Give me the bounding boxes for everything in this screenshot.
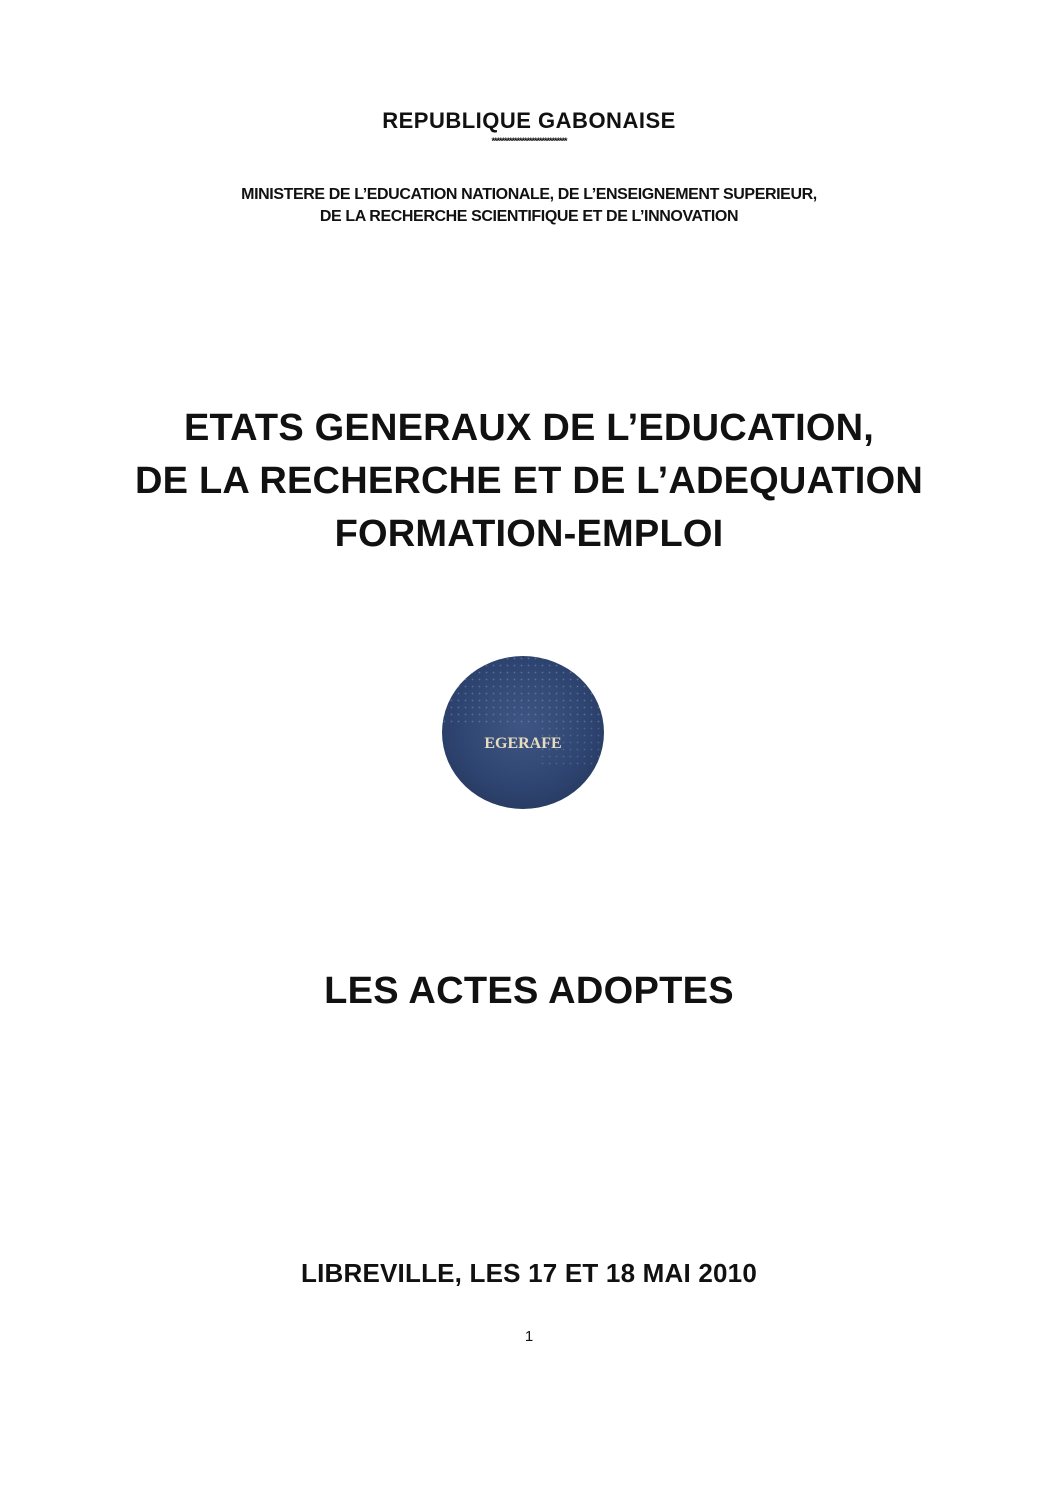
place-and-date: LIBREVILLE, LES 17 ET 18 MAI 2010 xyxy=(301,1258,757,1288)
country-heading: REPUBLIQUE GABONAISE xyxy=(382,108,676,133)
separator-stars: ****************************** xyxy=(491,136,567,146)
logo-text: EGERAFE xyxy=(484,735,562,752)
title-line-3: FORMATION-EMPLOI xyxy=(334,513,724,555)
document-title xyxy=(0,402,1058,561)
ministry-line-2: DE LA RECHERCHE SCIENTIFIQUE ET DE L’INNOVATION xyxy=(319,208,739,225)
ministry-heading xyxy=(0,184,1058,228)
title-line-1: ETATS GENERAUX DE L’EDUCATION, xyxy=(183,407,875,449)
page-number: 1 xyxy=(524,1328,534,1345)
acts-heading: LES ACTES ADOPTES xyxy=(324,970,734,1012)
logo-graphic xyxy=(441,655,605,810)
egerafe-logo xyxy=(441,655,605,810)
title-line-2: DE LA RECHERCHE ET DE L’ADEQUATION xyxy=(135,460,923,502)
ministry-line-1: MINISTERE DE L’EDUCATION NATIONALE, DE L’ENSEIGNEMENT SUPERIEUR, xyxy=(241,186,817,203)
